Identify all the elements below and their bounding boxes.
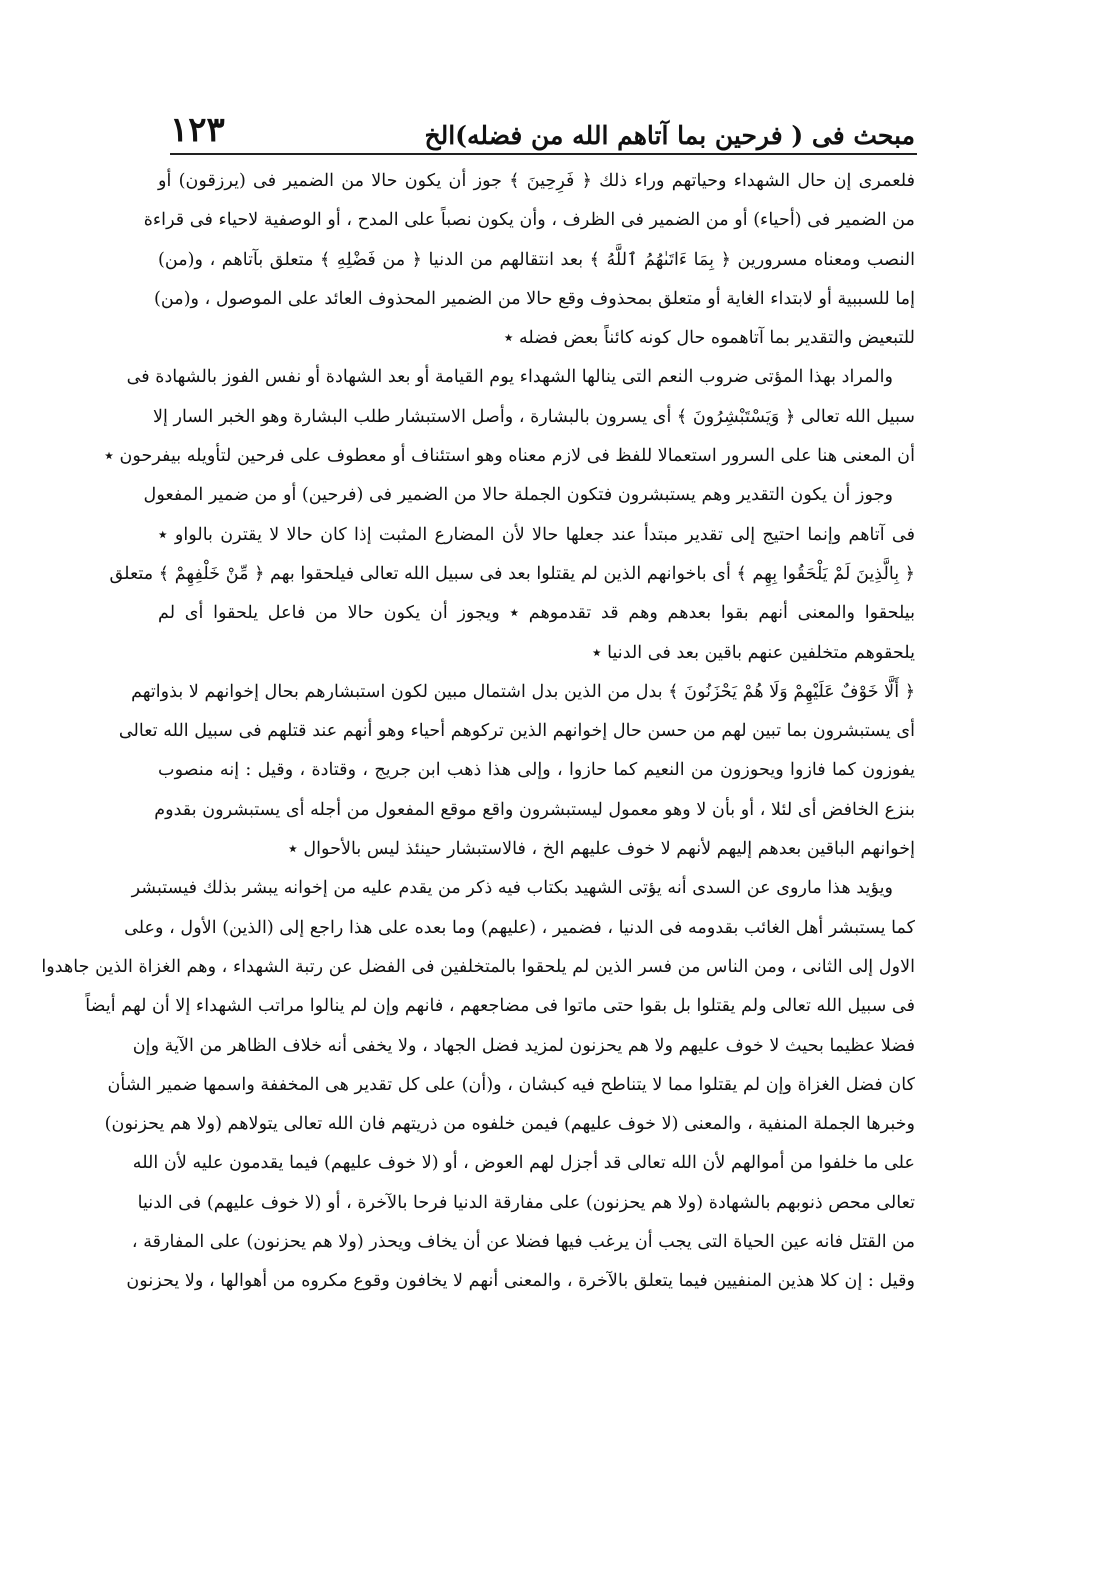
page-header [170, 104, 915, 150]
text-line: على ما خلفوا من أموالهم لأن الله تعالى قد أجزل لهم العوض ، أو (لا خوف عليهم) فيما يقدمون عليه لأن الله [132, 1153, 915, 1174]
page-number: ١٢٣ [170, 110, 225, 150]
text-line: وقيل : إن كلا هذين المنفيين فيما يتعلق بالآخرة ، والمعنى أنهم لا يخافون وقوع مكروه من أهوالها ، ولا يحزنون [126, 1271, 915, 1292]
body-text [41, 162, 915, 1302]
text-line: من الضمير فى (أحياء) أو من الضمير فى الظرف ، وأن يكون نصباً على المدح ، أو الوصفية لاحياء فى قراءة [143, 210, 915, 231]
text-line: للتبعيض والتقدير بما آتاهموه حال كونه كائناً بعض فضله ٭ [503, 328, 915, 349]
text-line: من القتل فانه عين الحياة التى يجب أن يرغب فيها فضلا عن أن يخاف ويحذر (ولا هم يحزنون) على المفارقة ، [131, 1232, 915, 1253]
text-line: فلعمرى إن حال الشهداء وحياتهم وراء ذلك ﴿ فَرِحِينَ ﴾ جوز أن يكون حالا من الضمير فى (يرزقون) أو [158, 171, 915, 191]
text-line: سبيل الله تعالى ﴿ وَيَسْتَبْشِرُونَ ﴾ أى يسرون بالبشارة ، وأصل الاستبشار طلب البشارة وهو الخبر السار إلا [152, 406, 915, 427]
text-line: الاول إلى الثانى ، ومن الناس من فسر الذين لم يلحقوا بالمتخلفين فى الفضل عن رتبة الشهداء ، وهم الغزاة الذين جاهدوا [41, 956, 915, 977]
text-line: بيلحقوا والمعنى أنهم بقوا بعدهم وهم قد تقدموهم ٭ ويجوز أن يكون حالا من فاعل يلحقوا أى لم [158, 603, 915, 624]
text-line: فى سبيل الله تعالى ولم يقتلوا بل بقوا حتى ماتوا فى مضاجعهم ، فانهم وإن لم ينالوا مراتب الشهداء إلا أن لهم أيضاً [85, 996, 915, 1017]
text-line: كان فضل الغزاة وإن لم يقتلوا مما لا يتناطح فيه كبشان ، و(أن) على كل تقدير هى المخففة واسمها ضمير الشأن [107, 1074, 915, 1095]
text-line: أى يستبشرون بما تبين لهم من حسن حال إخوانهم الذين تركوهم أحياء وهو أنهم عند قتلهم فى سبيل الله تعالى [118, 721, 915, 742]
text-line: بنزع الخافض أى لئلا ، أو بأن لا وهو معمول ليستبشرون واقع موقع المفعول من أجله أى يستبشرون بقدوم [154, 799, 915, 820]
text-line: كما يستبشر أهل الغائب بقدومه فى الدنيا ، فضمير ، (عليهم) وما بعده على هذا راجع إلى (الذين) الأول ، وعلى [124, 917, 915, 938]
text-line: فى آتاهم وإنما احتيج إلى تقدير مبتدأ عند جعلها حالا لأن المضارع المثبت إذا كان حالا لا يقترن بالواو ٭ [158, 524, 915, 545]
text-line: فضلا عظيما بحيث لا خوف عليهم ولا هم يحزنون لمزيد فضل الجهاد ، ولا يخفى أنه خلاف الظاهر من الآية وإن [132, 1035, 915, 1056]
text-line: وخبرها الجملة المنفية ، والمعنى (لا خوف عليهم) فيمن خلفوه من ذريتهم فان الله تعالى يتولاهم (ولا هم يحزنون) [104, 1114, 915, 1135]
text-line: ﴿ بِالَّذِينَ لَمْ يَلْحَقُوا بِهِم ﴾ أى باخوانهم الذين لم يقتلوا بعد فى سبيل الله تعالى فيلحقوا بهم ﴿ مِّنْ خَلْفِهِمْ ﴾ متعلق [109, 563, 915, 584]
text-line: ويؤيد هذا ماروى عن السدى أنه يؤتى الشهيد بكتاب فيه ذكر من يقدم عليه من إخوانه يبشر بذلك فيستبشر [131, 878, 893, 899]
text-line: يلحقوهم متخلفين عنهم باقين بعد فى الدنيا ٭ [591, 642, 915, 663]
text-line: والمراد بهذا المؤتى ضروب النعم التى ينالها الشهداء يوم القيامة أو بعد الشهادة أو نفس الفوز بالشهادة فى [126, 367, 893, 388]
text-line: وجوز أن يكون التقدير وهم يستبشرون فتكون الجملة حالا من الضمير فى (فرحين) أو من ضمير المفعول [143, 485, 893, 506]
text-line: إخوانهم الباقين بعدهم إليهم لأنهم لا خوف عليهم الخ ، فالاستبشار حينئذ ليس بالأحوال ٭ [288, 839, 915, 860]
text-line: تعالى محص ذنوبهم بالشهادة (ولا هم يحزنون) على مفارقة الدنيا فرحا بالآخرة ، أو (لا خوف عليهم) فى الدنيا [137, 1192, 915, 1213]
text-line: أن المعنى هنا على السرور استعمالا للفظ فى لازم معناه وهو استئناف أو معطوف على فرحين لتأويله بيفرحون ٭ [104, 446, 915, 467]
text-line: يفوزون كما فازوا ويحوزون من النعيم كما حازوا ، وإلى هذا ذهب ابن جريج ، وقتادة ، وقيل : إنه منصوب [158, 760, 915, 781]
text-line: ﴿ أَلَّا خَوْفٌ عَلَيْهِمْ وَلَا هُمْ يَحْزَنُونَ ﴾ بدل من الذين بدل اشتمال مبين لكون استبشارهم بحال إخوانهم لا بذواتهم [131, 681, 915, 702]
running-title: مبحث فى ( فرحين بما آتاهم الله من فضله)الخ [424, 121, 915, 150]
header-divider [170, 153, 917, 155]
text-line: إما للسببية أو لابتداء الغاية أو متعلق بمحذوف وقع حالا من الضمير المحذوف العائد على الموصول ، و(من) [154, 288, 915, 309]
text-line: النصب ومعناه مسرورين ﴿ بِمَا ءَاتَىٰهُمُ ٱللَّهُ ﴾ بعد انتقالهم من الدنيا ﴿ من فَضْلِهِ ﴾ متعلق بآتاهم ، و(من) [158, 249, 915, 270]
